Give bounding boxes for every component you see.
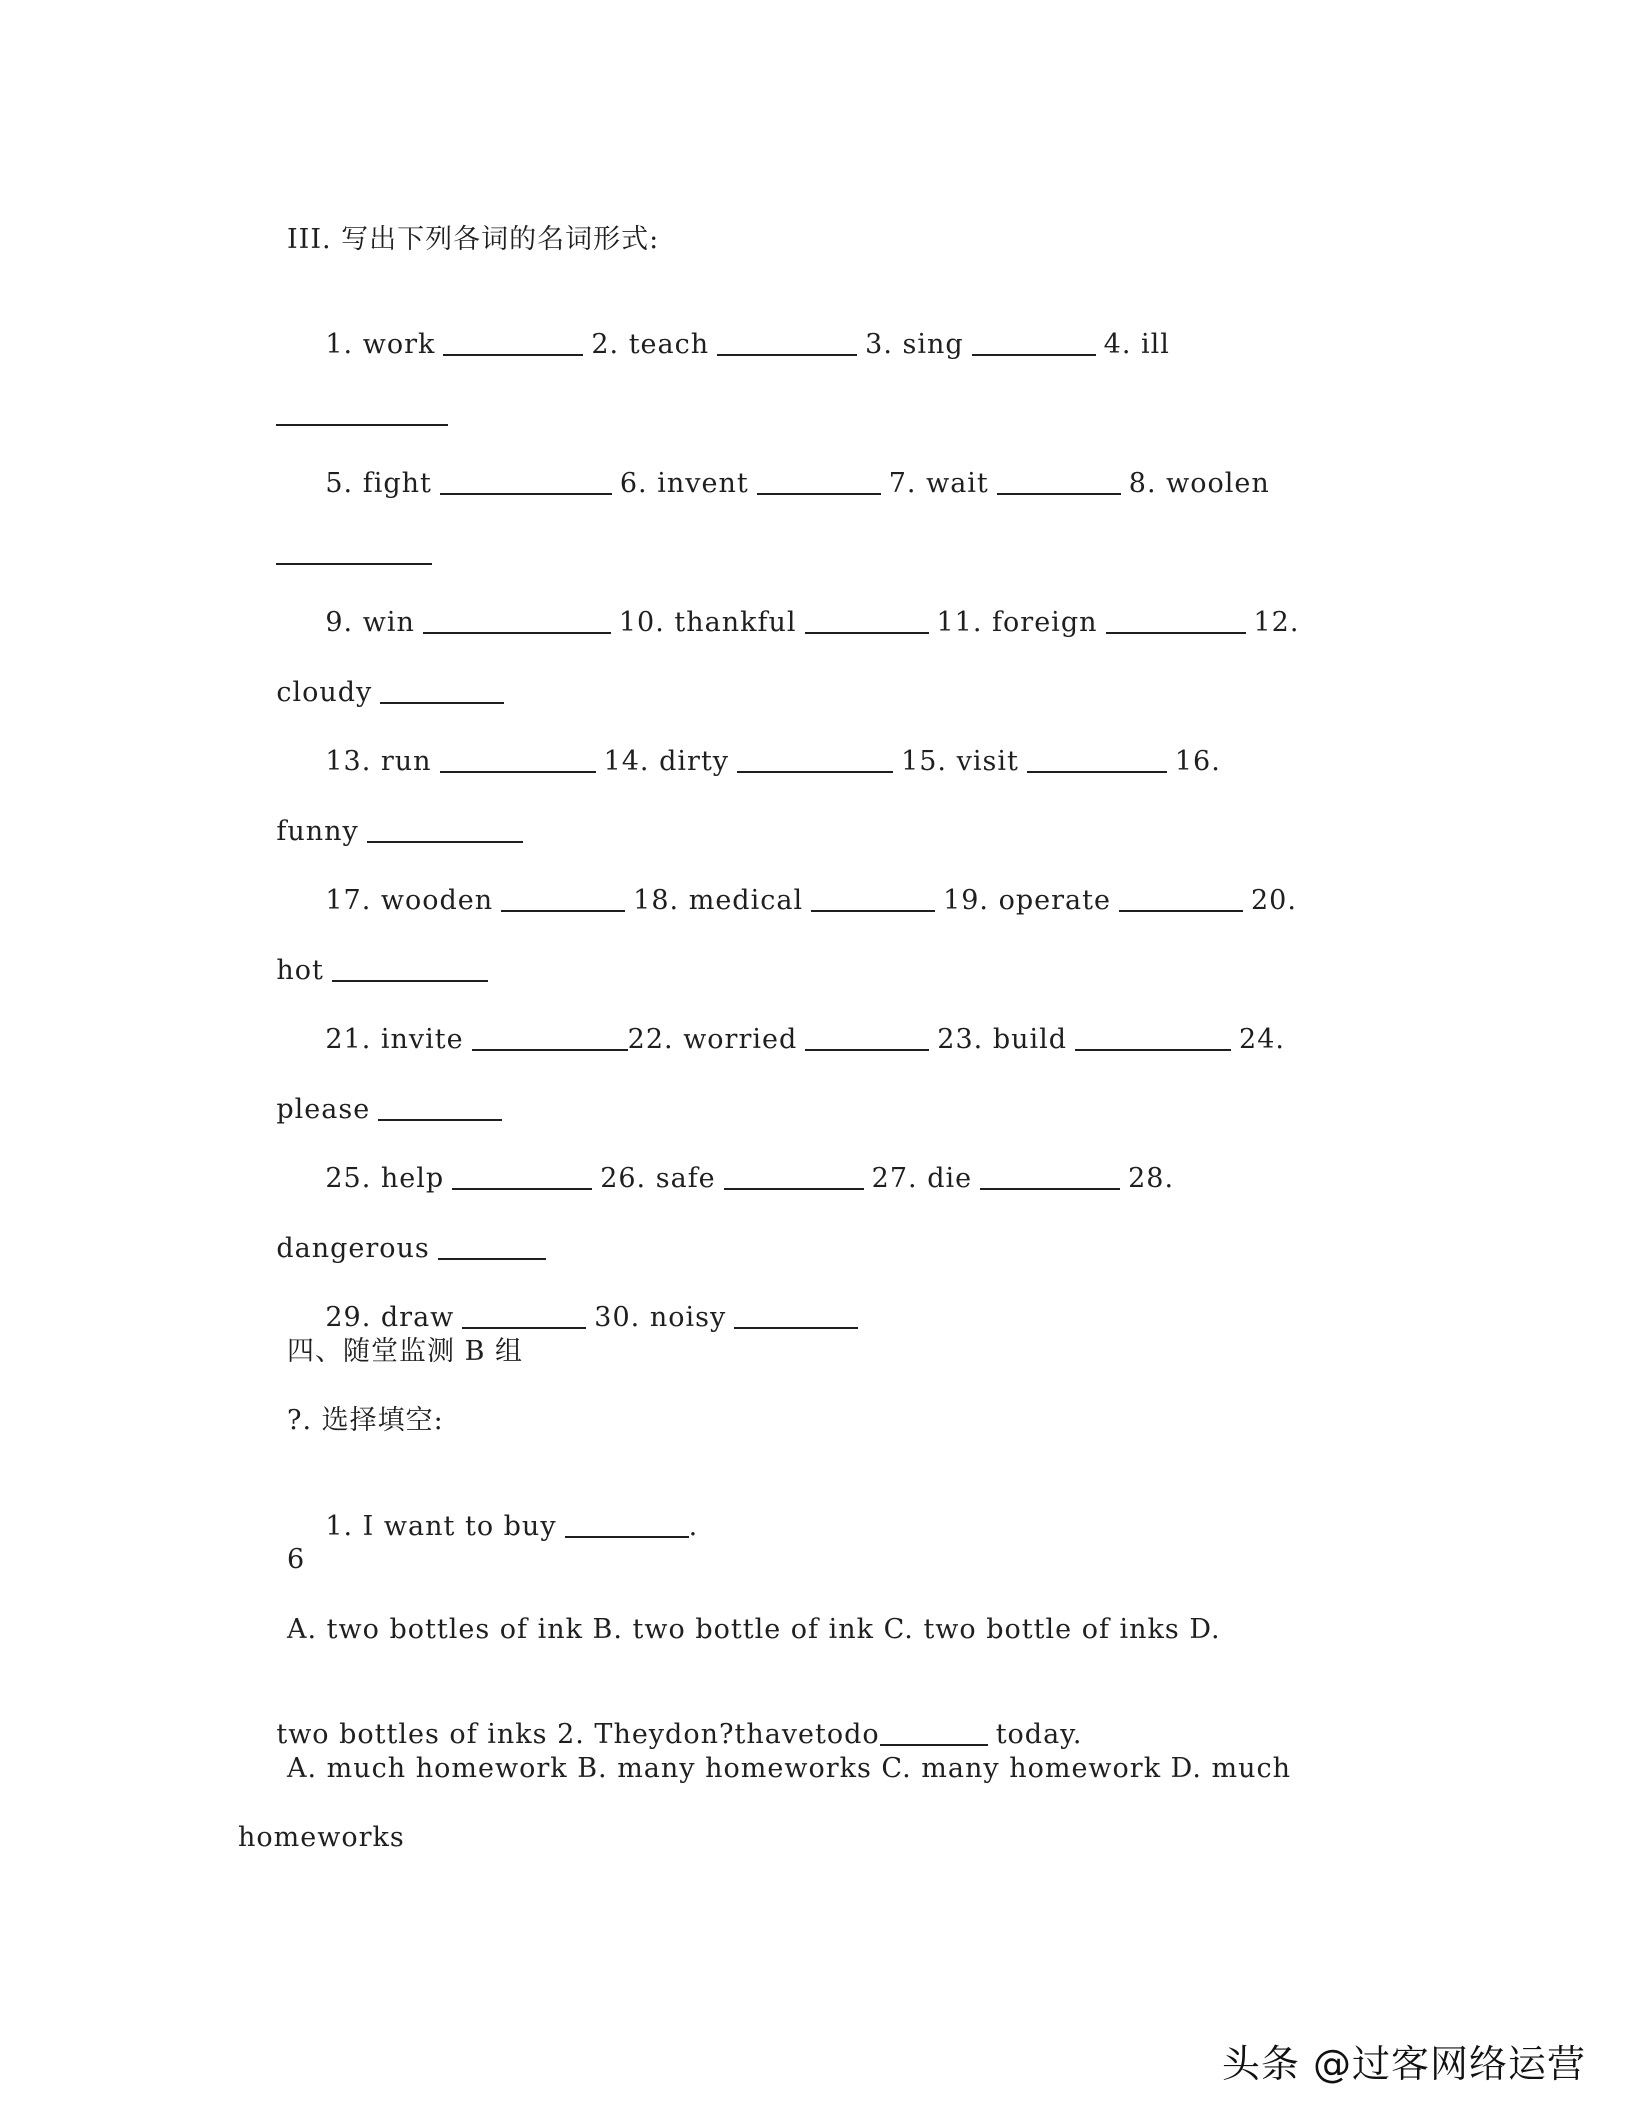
answer-blank[interactable] (811, 909, 935, 912)
item-word: fight (362, 468, 432, 499)
item-number: 11. (936, 607, 983, 638)
item-number: 18. (633, 885, 680, 916)
item-word: sing (902, 329, 964, 360)
item-word: run (380, 746, 432, 777)
item-number: 17. (325, 885, 372, 916)
item-number: 24. (1239, 1024, 1285, 1055)
answer-blank[interactable] (380, 701, 504, 704)
item-number: 26. (600, 1163, 647, 1194)
exercise-row (287, 708, 1221, 777)
item-number: 20. (1250, 885, 1297, 916)
answer-blank[interactable] (1027, 770, 1167, 773)
answer-blank[interactable] (1119, 909, 1243, 912)
exercise-row (287, 1125, 1175, 1194)
answer-blank[interactable] (501, 909, 625, 912)
answer-blank[interactable] (1075, 1048, 1231, 1051)
item-number: 9. (325, 607, 354, 638)
question-text: two bottles of inks 2. Theydon?thavetodo (276, 1719, 880, 1750)
item-word: invite (380, 1024, 464, 1055)
wrap-line (238, 1195, 554, 1264)
item-number: 12. (1253, 607, 1300, 638)
answer-blank[interactable] (462, 1326, 586, 1329)
answer-blank[interactable] (276, 423, 448, 426)
wrap-line (238, 639, 512, 708)
item-number: 2. (591, 329, 620, 360)
item-number: 16. (1174, 746, 1221, 777)
item-number: 15. (901, 746, 948, 777)
wrap-line (238, 500, 440, 536)
item-word: dangerous (276, 1233, 430, 1264)
question-2-options: A. much homework B. many homeworks C. many homework D. much (287, 1753, 1291, 1784)
item-number: 19. (943, 885, 990, 916)
answer-blank[interactable] (737, 770, 893, 773)
item-word: wait (926, 468, 989, 499)
answer-blank[interactable] (440, 492, 612, 495)
item-word: safe (655, 1163, 716, 1194)
answer-blank[interactable] (1106, 631, 1246, 634)
page-number: 6 (287, 1544, 306, 1575)
item-word: medical (688, 885, 804, 916)
subsection-title: ?. 选择填空: (287, 1405, 444, 1436)
item-number: 14. (603, 746, 650, 777)
item-number: 21. (325, 1024, 372, 1055)
exercise-row (287, 847, 1297, 916)
answer-blank[interactable] (717, 353, 857, 356)
answer-blank[interactable] (472, 1048, 628, 1051)
wrap-line (238, 1056, 510, 1125)
item-number: 25. (325, 1163, 372, 1194)
answer-blank[interactable] (440, 770, 596, 773)
answer-blank[interactable] (734, 1326, 858, 1329)
item-word: build (992, 1024, 1068, 1055)
answer-blank[interactable] (332, 979, 488, 982)
item-word: teach (628, 329, 710, 360)
answer-blank[interactable] (565, 1535, 689, 1538)
question-text: today. (995, 1719, 1083, 1750)
item-word: draw (380, 1302, 455, 1333)
item-number: 29. (325, 1302, 372, 1333)
item-number: 1. (325, 329, 354, 360)
exercise-row (287, 291, 1170, 360)
item-word: ill (1141, 329, 1170, 360)
question-text: 1. I want to buy (325, 1511, 557, 1542)
item-number: 10. (618, 607, 665, 638)
item-word: worried (683, 1024, 798, 1055)
item-number: 3. (865, 329, 893, 360)
question-end: . (688, 1511, 699, 1542)
exercise-row (287, 1264, 866, 1333)
item-word: noisy (649, 1302, 727, 1333)
item-word: funny (276, 816, 359, 847)
item-number: 23. (937, 1024, 984, 1055)
item-number: 7. (888, 468, 917, 499)
answer-blank[interactable] (378, 1118, 502, 1121)
answer-blank[interactable] (276, 562, 432, 565)
exercise-row (287, 986, 1285, 1055)
item-number: 5. (325, 468, 354, 499)
answer-blank[interactable] (452, 1187, 592, 1190)
item-number: 6. (619, 468, 648, 499)
exercise-row (287, 569, 1300, 638)
answer-blank[interactable] (805, 631, 929, 634)
question-1 (287, 1473, 699, 1542)
question-1-options: A. two bottles of ink B. two bottle of ink C. two bottle of inks D. (287, 1614, 1221, 1645)
item-word: help (380, 1163, 445, 1194)
item-number: 28. (1128, 1163, 1175, 1194)
answer-blank[interactable] (443, 353, 583, 356)
item-number: 22. (627, 1024, 674, 1055)
section-title: III. 写出下列各词的名词形式: (287, 224, 660, 255)
question-2-options-wrap: homeworks (238, 1822, 405, 1853)
item-number: 30. (594, 1302, 641, 1333)
answer-blank[interactable] (438, 1257, 546, 1260)
item-word: invent (657, 468, 749, 499)
item-word: win (362, 607, 415, 638)
item-word: woolen (1166, 468, 1270, 499)
item-word: work (362, 329, 436, 360)
section-title: 四、随堂监测 B 组 (287, 1336, 524, 1367)
watermark-text: 头条 @过客网络运营 (1221, 2042, 1586, 2086)
answer-blank[interactable] (423, 631, 611, 634)
item-word: thankful (674, 607, 797, 638)
item-word: wooden (380, 885, 494, 916)
wrap-line (238, 778, 531, 847)
answer-blank[interactable] (980, 1187, 1120, 1190)
answer-blank[interactable] (757, 492, 881, 495)
item-word: cloudy (276, 677, 373, 708)
wrap-line (238, 361, 456, 397)
item-word: dirty (659, 746, 730, 777)
item-number: 4. (1103, 329, 1132, 360)
item-number: 8. (1128, 468, 1157, 499)
question-2-line (238, 1681, 1083, 1750)
item-word: die (927, 1163, 973, 1194)
answer-blank[interactable] (880, 1743, 988, 1746)
item-word: foreign (992, 607, 1098, 638)
item-number: 13. (325, 746, 372, 777)
item-word: hot (276, 955, 324, 986)
answer-blank[interactable] (367, 840, 523, 843)
item-word: please (276, 1094, 371, 1125)
wrap-line (238, 917, 496, 986)
answer-blank[interactable] (997, 492, 1121, 495)
item-number: 27. (871, 1163, 918, 1194)
item-word: operate (998, 885, 1111, 916)
answer-blank[interactable] (972, 353, 1096, 356)
answer-blank[interactable] (805, 1048, 929, 1051)
exercise-row (287, 430, 1270, 499)
item-word: visit (956, 746, 1019, 777)
answer-blank[interactable] (724, 1187, 864, 1190)
